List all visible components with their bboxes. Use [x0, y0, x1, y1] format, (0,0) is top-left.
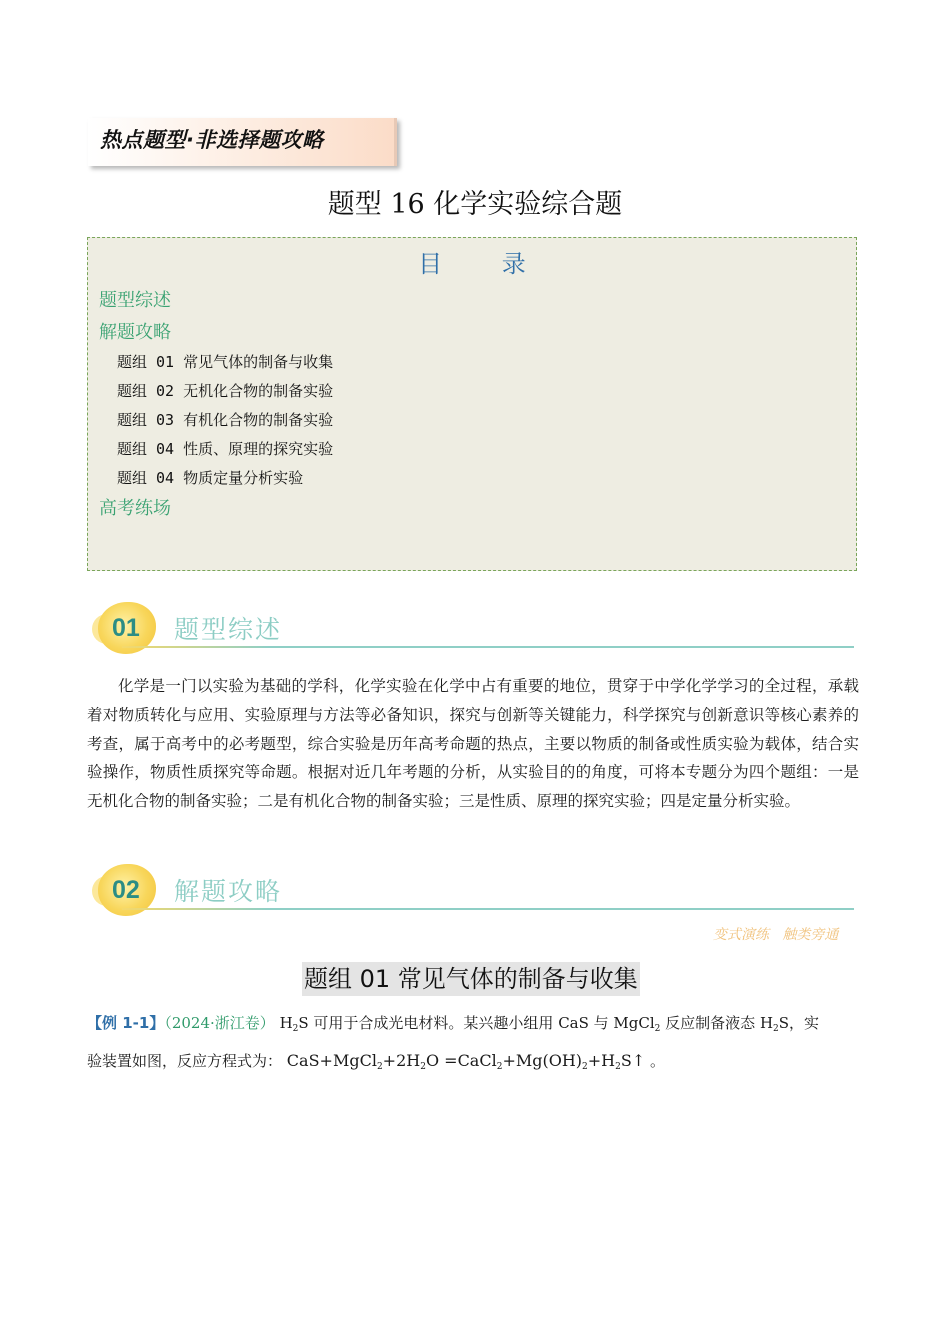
- text-segment: H: [279, 1014, 293, 1032]
- example-line-2: [87, 1050, 665, 1072]
- toc-group-01[interactable]: 题组 01 常见气体的制备与收集: [117, 353, 334, 371]
- group-title: 题组 01 常见气体的制备与收集: [302, 962, 640, 996]
- section-divider: [122, 908, 854, 910]
- topic-banner: [88, 118, 397, 166]
- subscript: 2: [376, 1062, 383, 1072]
- formula-part: +H: [587, 1051, 616, 1070]
- toc-group-03[interactable]: 题组 03 有机化合物的制备实验: [117, 411, 334, 429]
- overview-paragraph: 化学是一门以实验为基础的学科，化学实验在化学中占有重要的地位，贯穿于中学化学学习的全过程，承载着对物质转化与应用、实验原理与方法等必备知识，探究与创新等关键能力，科学探究与创新意识等核心素养的考查，属于高考中的必考题型，综合实验是历年高考命题的热点，主要以物质的制备或性质实验为载体，结合实验操作，物质性质探究等命题。根据对近几年考题的分析，从实验目的的角度，可将本专题分为四个题组：一是无机化合物的制备实验；二是有机化合物的制备实验；三是性质、原理的探究实验；四是定量分析实验。: [87, 677, 859, 811]
- formula-part: CaS+MgCl: [286, 1051, 377, 1070]
- page-title: 题型 16 化学实验综合题: [327, 189, 623, 220]
- section-number: 02: [112, 876, 140, 904]
- text-segment: 验装置如图，反应方程式为：: [87, 1052, 283, 1070]
- tagline: 变式演练 触类旁通: [713, 927, 839, 943]
- table-of-contents: [87, 237, 857, 571]
- section-header-strategy: [92, 858, 854, 928]
- toc-item-strategy[interactable]: 解题攻略: [99, 322, 171, 343]
- text-segment: S，实: [778, 1014, 820, 1032]
- toc-group-05[interactable]: 题组 04 物质定量分析实验: [117, 469, 304, 487]
- formula-part: +Mg(OH): [502, 1051, 583, 1070]
- section-number: 01: [112, 614, 140, 642]
- subscript: 2: [582, 1062, 588, 1072]
- section-header-overview: [92, 596, 854, 666]
- subscript: 2: [615, 1062, 621, 1072]
- example-line-1: [87, 1012, 819, 1034]
- section-divider: [122, 646, 854, 648]
- subscript: 2: [496, 1062, 503, 1072]
- subscript: 2: [292, 1024, 299, 1034]
- section-label: 题型综述: [174, 615, 283, 644]
- reaction-equation: [287, 1051, 645, 1070]
- toc-group-04[interactable]: 题组 04 性质、原理的探究实验: [117, 440, 334, 458]
- subscript: 2: [773, 1024, 779, 1034]
- example-tag: 【例 1-1】: [87, 1014, 165, 1032]
- toc-item-overview[interactable]: 题型综述: [99, 290, 171, 311]
- formula-part: +2H: [382, 1051, 421, 1070]
- toc-heading: 目 录: [418, 250, 552, 278]
- section-label: 解题攻略: [174, 877, 283, 906]
- text-segment: 。: [650, 1052, 666, 1070]
- banner-text: 热点题型·非选择题攻略: [100, 128, 324, 152]
- toc-item-practice[interactable]: 高考练场: [99, 498, 171, 519]
- subscript: 2: [654, 1024, 661, 1034]
- text-segment: 反应制备液态 H: [660, 1014, 774, 1032]
- text-segment: S 可用于合成光电材料。某兴趣小组用 CaS 与 MgCl: [298, 1014, 655, 1032]
- example-source: （2024·浙江卷）: [164, 1014, 275, 1032]
- formula-part: O =CaCl: [425, 1051, 497, 1070]
- subscript: 2: [420, 1062, 426, 1072]
- formula-part: S↑: [620, 1051, 646, 1070]
- toc-group-02[interactable]: 题组 02 无机化合物的制备实验: [117, 382, 334, 400]
